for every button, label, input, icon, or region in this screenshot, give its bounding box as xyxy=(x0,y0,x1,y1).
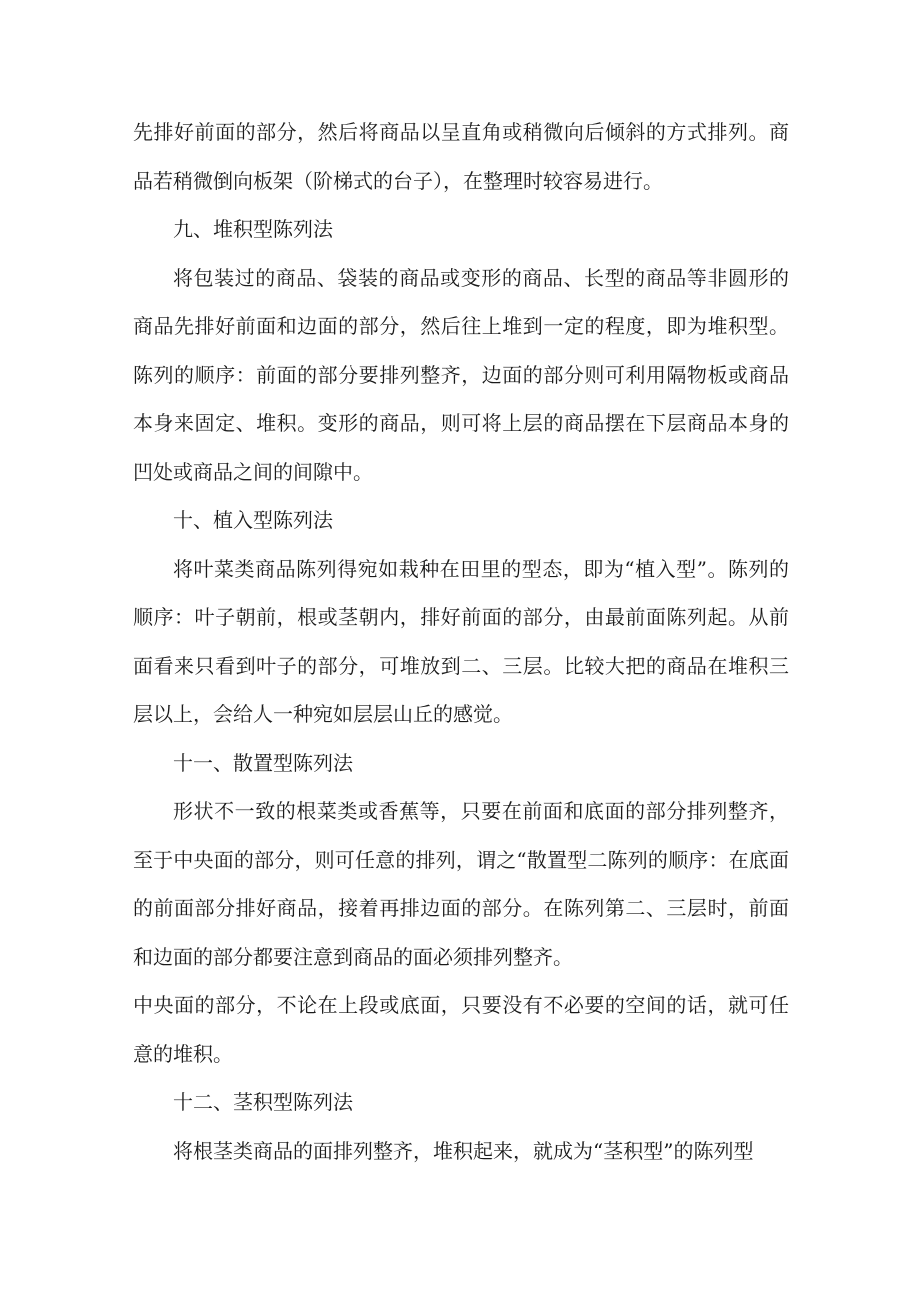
section-heading-11: 十一、散置型陈列法 xyxy=(173,750,353,775)
section-heading-10: 十、植入型陈列法 xyxy=(173,508,333,532)
paragraph-stacking: 将包装过的商品、袋装的商品或变形的商品、长型的商品等非圆形的商品先排好前面和边面的部分，然后往上堆到一定的程度，即为堆积型。陈列的顺序：前面的部分要排列整齐，边面的部分则可利用隔物板或商品本身来固定、堆积。变形的商品，则可将上层的商品摆在下层商品本身的凹处或商品之间的间隙中。 xyxy=(133,265,789,484)
section-heading-12: 十二、茎积型陈列法 xyxy=(173,1090,353,1114)
section-heading-9: 九、堆积型陈列法 xyxy=(173,217,333,241)
paragraph-scattered: 形状不一致的根菜类或香蕉等，只要在前面和底面的部分排列整齐，至于中央面的部分，则可任意的排列，谓之“散置型二陈列的顺序：在底面的前面部分排好商品，接着再排边面的部分。在陈列第二、三层时，前面和边面的部分都要注意到商品的面必须排列整齐。 xyxy=(133,799,789,969)
document-body xyxy=(133,108,789,1175)
paragraph-stem-stacking: 将根茎类商品的面排列整齐，堆积起来，就成为“茎积型”的陈列型 xyxy=(173,1138,754,1163)
paragraph-center-area: 中央面的部分，不论在上段或底面，只要没有不必要的空间的话，就可任意的堆积。 xyxy=(133,993,789,1066)
paragraph-continued: 先排好前面的部分，然后将商品以呈直角或稍微向后倾斜的方式排列。商品若稍微倒向板架（阶梯式的台子），在整理时较容易进行。 xyxy=(133,120,789,193)
paragraph-planting: 将叶菜类商品陈列得宛如栽种在田里的型态，即为“植入型”。陈列的顺序：叶子朝前，根或茎朝内，排好前面的部分，由最前面陈列起。从前面看来只看到叶子的部分，可堆放到二、三层。比较大把的商品在堆积三层以上，会给人一种宛如层层山丘的感觉。 xyxy=(133,556,789,726)
